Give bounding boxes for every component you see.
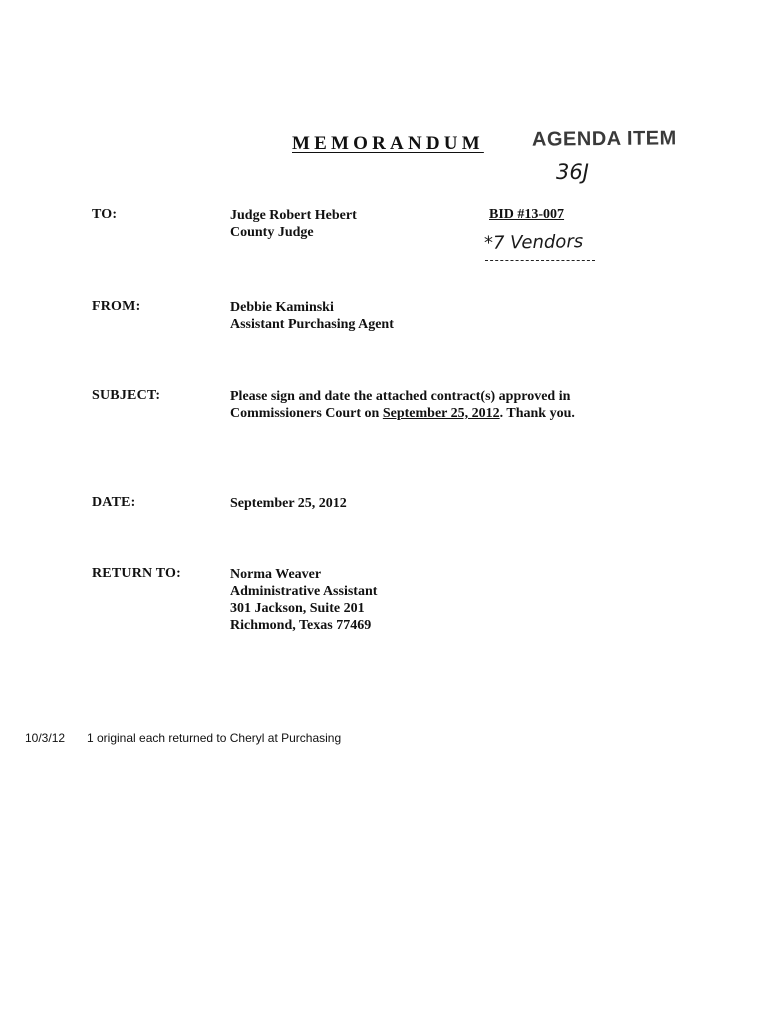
memo-title: MEMORANDUM [292,133,484,154]
subject-line-2 [230,405,575,422]
to-title: County Judge [230,225,314,240]
subject-approval-date: September 25, 2012 [382,406,500,421]
from-title: Assistant Purchasing Agent [230,317,394,332]
to-block [230,207,357,241]
handwritten-dashes [485,260,595,261]
handwritten-item-number: 36J [556,160,589,184]
return-name: Norma Weaver [230,567,322,582]
subject-line-2-prefix: Commissioners Court on [230,406,383,421]
agenda-item-stamp: AGENDA ITEM [531,127,677,151]
to-label: TO: [92,207,118,222]
from-name: Debbie Kaminski [230,300,334,315]
return-note-text: 1 original each returned to Cheryl at Purchasing [87,731,342,745]
handwritten-vendors-note: *7 Vendors [483,231,584,254]
date-value: September 25, 2012 [230,496,347,511]
return-address-line-1: 301 Jackson, Suite 201 [230,601,365,616]
return-note-date: 10/3/12 [25,731,66,745]
date-label: DATE: [92,495,136,510]
subject-line-1: Please sign and date the attached contract(s) approved in [230,389,571,404]
from-label: FROM: [92,299,141,314]
subject-block [230,388,575,422]
return-note [25,731,341,745]
return-to-block [230,566,377,634]
return-to-label: RETURN TO: [92,566,182,581]
return-address-line-2: Richmond, Texas 77469 [230,618,372,633]
subject-label: SUBJECT: [92,388,161,403]
return-title: Administrative Assistant [230,584,378,599]
from-block [230,299,394,333]
to-name: Judge Robert Hebert [230,208,357,223]
subject-line-2-suffix: . Thank you. [499,406,575,421]
bid-number: BID #13-007 [489,207,565,222]
